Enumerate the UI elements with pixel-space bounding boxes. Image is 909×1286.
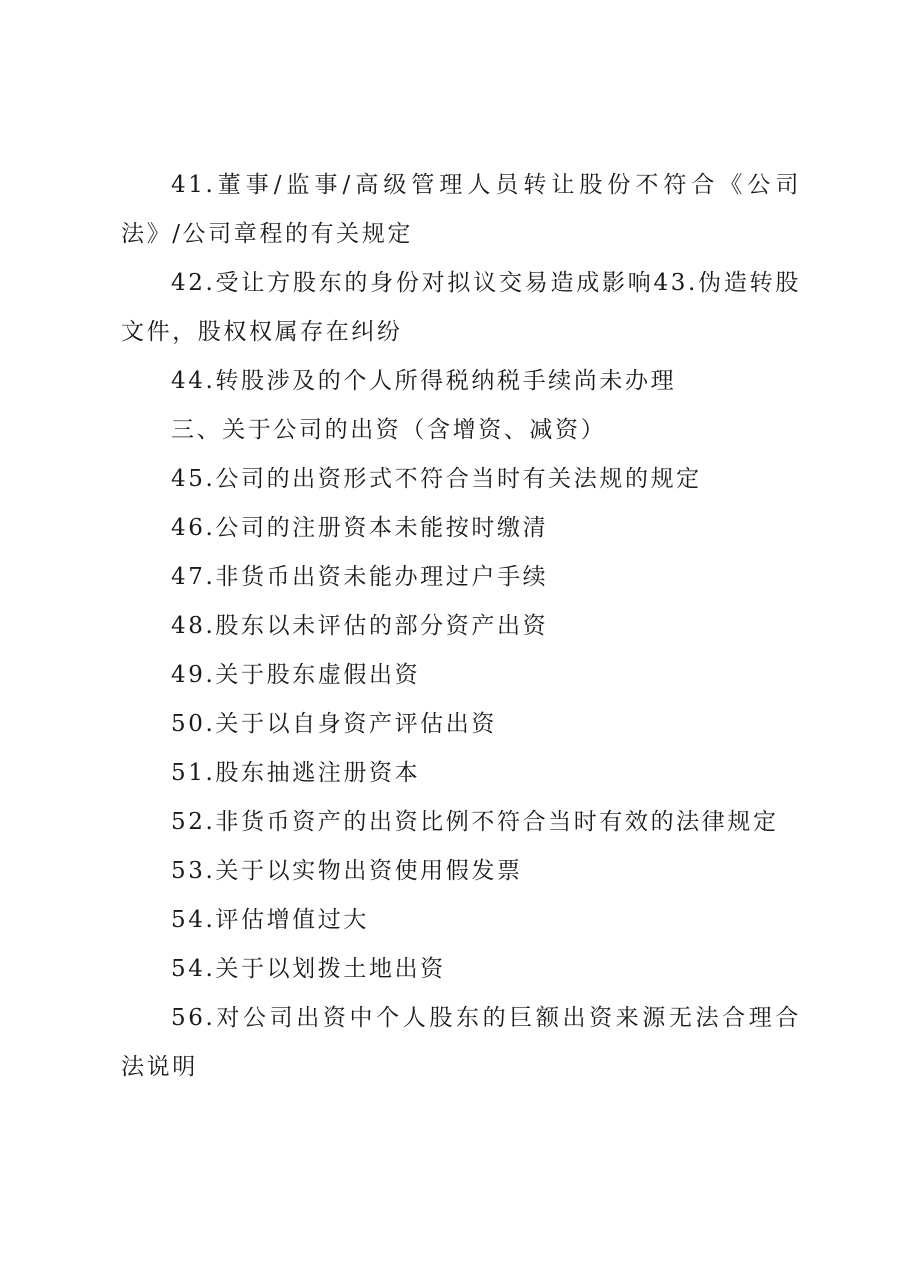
paragraph-41: 41.董事/监事/高级管理人员转让股份不符合《公司法》/公司章程的有关规定 <box>121 172 801 247</box>
paragraph-49: 49.关于股东虚假出资 <box>171 662 421 688</box>
paragraph-56: 56.对公司出资中个人股东的巨额出资来源无法合理合法说明 <box>121 1005 801 1080</box>
paragraph-48: 48.股东以未评估的部分资产出资 <box>171 613 549 639</box>
paragraph-51: 51.股东抽逃注册资本 <box>171 760 421 786</box>
paragraph-52: 52.非货币资产的出资比例不符合当时有效的法律规定 <box>171 809 779 835</box>
paragraph-53: 53.关于以实物出资使用假发票 <box>171 858 523 884</box>
paragraph-54b: 54.关于以划拨土地出资 <box>171 956 446 982</box>
paragraph-46: 46.公司的注册资本未能按时缴清 <box>171 515 549 541</box>
section-heading-capital: 三、关于公司的出资（含增资、减资） <box>171 417 607 443</box>
paragraph-42-43: 42.受让方股东的身份对拟议交易造成影响43.伪造转股文件，股权权属存在纠纷 <box>121 270 801 345</box>
paragraph-44: 44.转股涉及的个人所得税纳税手续尚未办理 <box>171 368 677 394</box>
document-body <box>121 161 801 1092</box>
paragraph-47: 47.非货币出资未能办理过户手续 <box>171 564 549 590</box>
paragraph-54a: 54.评估增值过大 <box>171 907 369 933</box>
paragraph-50: 50.关于以自身资产评估出资 <box>171 711 497 737</box>
paragraph-45: 45.公司的出资形式不符合当时有关法规的规定 <box>171 466 702 492</box>
